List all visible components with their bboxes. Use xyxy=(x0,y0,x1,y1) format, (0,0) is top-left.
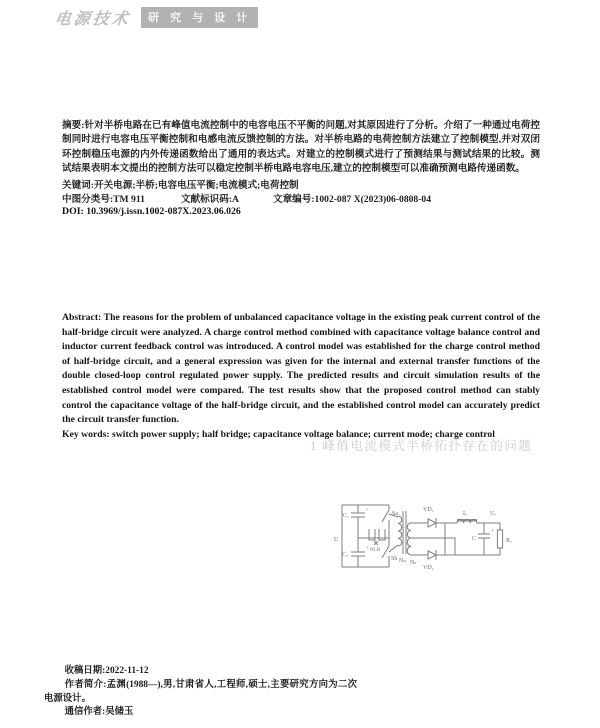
plus-sign-c: + xyxy=(491,529,494,534)
transformer-core xyxy=(403,511,406,554)
half-bridge-circuit-figure xyxy=(332,494,540,582)
classification-row xyxy=(62,191,540,205)
label-uo: Uₒ xyxy=(490,511,497,517)
article-id: 文章编号:1002-087 X(2023)06-0808-04 xyxy=(272,194,431,205)
plus-sign-c2: + xyxy=(366,546,369,551)
clc-number: 中图分类号:TM 911 xyxy=(62,194,145,205)
label-sa: Sa xyxy=(392,511,398,517)
section-1-heading: 1 峰值电流模式半桥拓扑存在的问题 xyxy=(310,439,533,453)
keywords-chinese: 关键词:开关电源;半桥;电容电压平衡;电流模式;电荷控制 xyxy=(62,180,299,191)
label-ncb: NCB xyxy=(370,548,381,553)
corresponding-author: 通信作者:吴储玉 xyxy=(64,707,134,718)
abstract-chinese: 摘要:针对半桥电路在已有峰值电流控制中的电容电压不平衡的问题,对其原因进行了分析。介绍了一种通过电荷控制同时进行电容电压平衡控制和电感电流反馈控制的方法。对半桥电路的电荷控制方法建立了控制模型,并对双闭环控制稳压电源的内外传递函数给出了通用的表达式。对建立的控制模式进行了预测结果与测试结果的比较。测试结果表明本文提出的控制方法可以稳定控制半桥电路电容电压,建立的控制模型可以准确预测电路传递函数。 xyxy=(62,120,540,175)
keywords-english: Key words: switch power supply; half bridge; capacitance voltage balance; current mode; charge control xyxy=(62,428,495,440)
diode-vd1-symbol xyxy=(411,518,457,528)
abstract-english-text: Abstract: The reasons for the problem of unbalanced capacitance voltage in the existing peak current control of the half-bridge circuit were analyzed. A charge control method combined with capacitance voltage balance control and inductor current feedback control was introduced. A control model was established for the charge control method of half-bridge circuit, and a general expression was given for the internal and external transfer functions of the double closed-loop control regulated power supply. The predicted results and circuit simulation results of the established control model were compared. The test results show that the proposed control method can stably control the capacitance voltage of the half-bridge circuit, and the established control model can accurately predict the circuit transfer function. xyxy=(62,312,540,426)
label-ns: Nₛ xyxy=(410,560,417,566)
label-c1: C₁ xyxy=(343,513,350,519)
label-c2: C₂ xyxy=(342,552,349,558)
secondary-winding xyxy=(407,523,411,555)
plus-sign-c1: + xyxy=(366,508,369,513)
abstract-english xyxy=(62,311,540,442)
footnote-block xyxy=(44,665,357,720)
center-tap-wire xyxy=(411,538,455,555)
circuit-diagram xyxy=(332,494,540,582)
doi: DOI: 10.3969/j.issn.1002-087X.2023.06.026 xyxy=(62,206,241,217)
received-date: 收稿日期:2022-11-12 xyxy=(64,666,149,676)
journal-logo: 电源技术 xyxy=(53,11,132,28)
label-sb: Sb xyxy=(391,556,398,562)
column-badge: 研 究 与 设 计 xyxy=(141,7,258,28)
output-capacitor-symbol xyxy=(478,523,490,555)
label-vd1: VD₁ xyxy=(423,507,434,513)
capacitor-c1-symbol xyxy=(351,505,365,538)
label-u: U xyxy=(334,537,339,543)
label-ro: Rₒ xyxy=(506,538,512,544)
load-resistor-symbol xyxy=(497,530,502,548)
label-np: Nₚ xyxy=(399,558,406,564)
winding-cross-mark xyxy=(374,541,378,545)
label-c: C xyxy=(472,536,477,542)
author-biography: 作者简介:孟渊(1988—),男,甘肃省人,工程师,硕士,主要研究方向为二次电源设计。 xyxy=(44,679,357,704)
document-code: 文献标识码:A xyxy=(180,194,239,205)
label-vd2: VD₂ xyxy=(423,565,434,571)
primary-winding xyxy=(389,514,402,552)
capacitor-c2-symbol xyxy=(351,538,365,567)
label-l: L xyxy=(463,511,467,517)
